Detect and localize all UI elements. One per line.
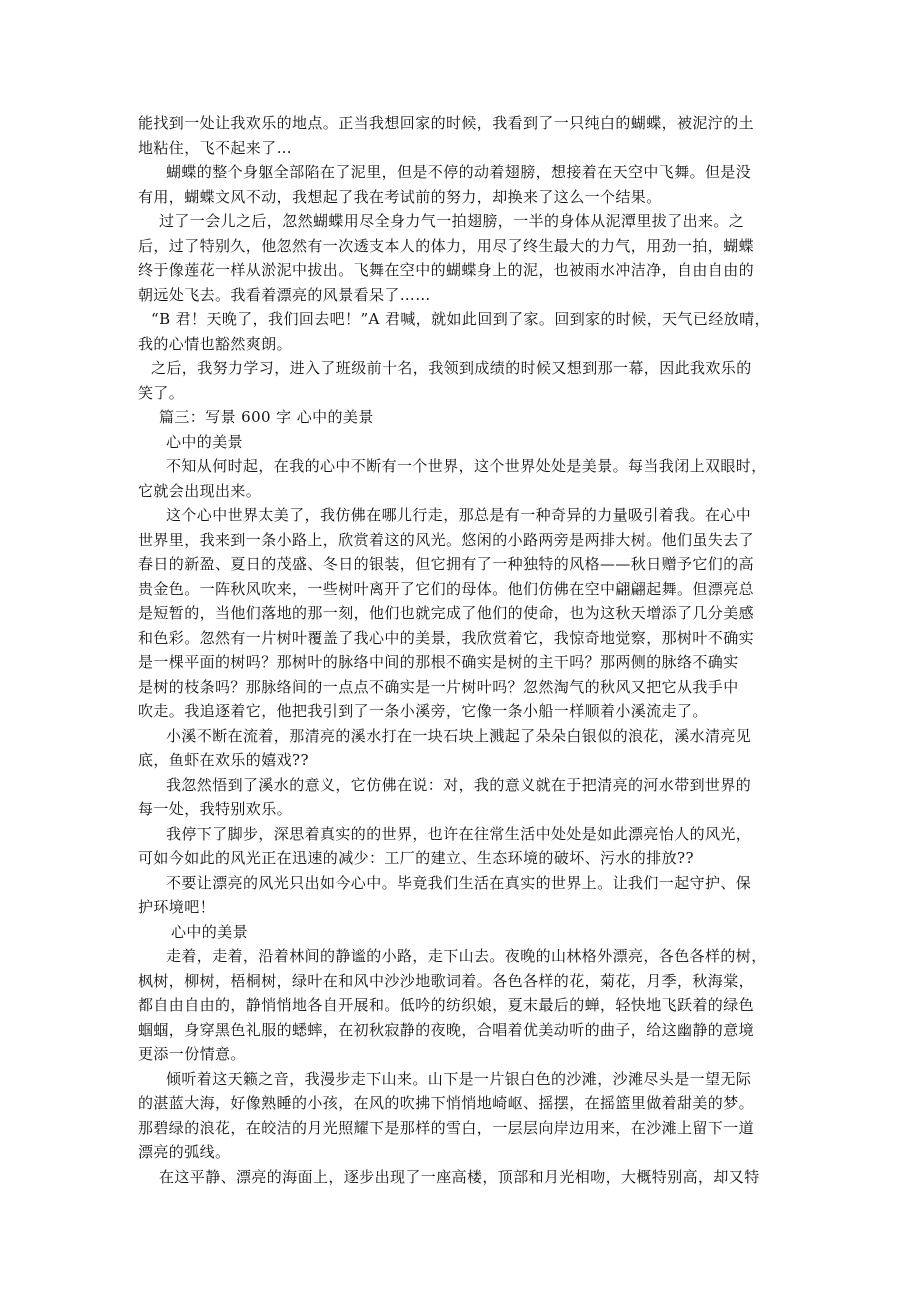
- text-line: 它就会出现出来。: [138, 481, 262, 500]
- text-line: 底，鱼虾在欢乐的嬉戏??: [138, 751, 309, 769]
- text-line: 可如今如此的风光正在迅速的减少：工厂的建立、生态环境的破坏、污水的排放??: [138, 849, 694, 867]
- text-line: 这个心中世界太美了，我仿佛在哪儿行走，那总是有一种奇异的力量吸引着我。在心中: [166, 506, 752, 524]
- text-line: 枫树，柳树，梧桐树，绿叶在和风中沙沙地歌词着。各色各样的花，菊花，月季，秋海棠，: [138, 971, 755, 990]
- text-line: 不要让漂亮的风光只出如今心中。毕竟我们生活在真实的世界上。让我们一起守护、保: [166, 873, 752, 892]
- text-line: 贵金色。一阵秋风吹来，一些树叶离开了它们的母体。他们仿佛在空中翩翩起舞。但漂亮总: [138, 579, 755, 598]
- text-line: 护环境吧！: [138, 898, 216, 916]
- text-line: 倾听着这天籁之音，我漫步走下山来。山下是一片银白色的沙滩，沙滩尽头是一望无际: [166, 1069, 752, 1088]
- text-line: 能找到一处让我欢乐的地点。正当我想回家的时候，我看到了一只纯白的蝴蝶，被泥泞的土: [138, 114, 755, 132]
- text-line: 是短暂的，当他们落地的那一刻，他们也就完成了他们的使命，也为这秋天增添了几分美感: [138, 604, 755, 622]
- document-body: [138, 111, 786, 1189]
- text-line: 之后，我努力学习，进入了班级前十名，我领到成绩的时候又想到那一幕，因此我欢乐的: [151, 359, 752, 377]
- text-line: 笑了。: [138, 383, 185, 402]
- text-line: 更添一份情意。: [138, 1045, 246, 1063]
- essay-title: 心中的美景: [166, 432, 244, 451]
- text-line: 蝴蝶的整个身躯全部陷在了泥里，但是不停的动着翅膀，想接着在天空中飞舞。但是没: [166, 163, 752, 181]
- text-line: 和色彩。忽然有一片树叶覆盖了我心中的美景，我欣赏着它，我惊奇地觉察，那树叶不确实: [138, 628, 755, 647]
- text-line: 不知从何时起，在我的心中不断有一个世界，这个世界处处是美景。每当我闭上双眼时，: [166, 457, 767, 475]
- text-line: 终于像莲花一样从淤泥中拔出。飞舞在空中的蝴蝶身上的泥，也被雨水冲洁净，自由自由的: [138, 261, 755, 279]
- text-line: 漂亮的弧线。: [138, 1143, 231, 1161]
- text-line: 的湛蓝大海，好像熟睡的小孩，在风的吹拂下悄悄地崎岖、摇摆，在摇篮里做着甜美的梦。: [138, 1094, 755, 1112]
- text-line: 朝远处飞去。我看着漂亮的风景看呆了……: [138, 285, 431, 304]
- text-line: 是一棵平面的树吗？那树叶的脉络中间的那根不确实是树的主干吗？那两侧的脉络不确实: [138, 653, 739, 671]
- text-line: “B 君！天晚了，我们回去吧！”A 君喊，就如此回到了家。回到家的时候，天气已经放晴，: [151, 310, 770, 328]
- text-line: 每一处，我特别欢乐。: [138, 800, 293, 818]
- text-line: 后，过了特别久，他忽然有一次透支本人的体力，用尽了终生最大的力气，用劲一拍，蝴蝶: [138, 236, 755, 255]
- text-line: 过了一会儿之后，忽然蝴蝶用尽全身力气一拍翅膀，一半的身体从泥潭里拔了出来。之: [159, 212, 745, 230]
- text-line: 是树的枝条吗？那脉络间的一点点不确实是一片树叶吗？忽然淘气的秋风又把它从我手中: [138, 677, 739, 696]
- text-line: 地粘住，飞不起来了…: [138, 138, 293, 157]
- section-heading: 篇三：写景 600 字 心中的美景: [159, 408, 374, 426]
- text-line: 小溪不断在流着，那清亮的溪水打在一块石块上溅起了朵朵白银似的浪花，溪水清亮见: [166, 726, 752, 745]
- text-line: 都自由自由的，静悄悄地各自开展和。低吟的纺织娘，夏末最后的蝉，轻快地飞跃着的绿色: [138, 996, 755, 1014]
- text-line: 走着，走着，沿着林间的静谧的小路，走下山去。夜晚的山林格外漂亮，各色各样的树，: [166, 947, 767, 965]
- text-line: 吹走。我追逐着它，他把我引到了一条小溪旁，它像一条小船一样顺着小溪流走了。: [138, 702, 708, 720]
- text-line: 那碧绿的浪花，在皎洁的月光照耀下是那样的雪白，一层层向岸边用来，在沙滩上留下一道: [138, 1118, 755, 1137]
- text-line: 春日的新盈、夏日的茂盛、冬日的银装，但它拥有了一种独特的风格——秋日赠予它们的高: [138, 555, 755, 573]
- text-line: 蝈蝈，身穿黑色礼服的蟋蟀，在初秋寂静的夜晚，合唱着优美动听的曲子，给这幽静的意境: [138, 1020, 755, 1039]
- text-line: 我停下了脚步，深思着真实的的世界，也许在往常生活中处处是如此漂亮怡人的风光，: [166, 824, 752, 843]
- text-line: 有用，蝴蝶文风不动，我想起了我在考试前的努力，却换来了这么一个结果。: [138, 187, 662, 206]
- text-line: 世界里，我来到一条小路上，欣赏着这的风光。悠闲的小路两旁是两排大树。他们虽失去了: [138, 530, 755, 549]
- essay-title: 心中的美景: [171, 922, 249, 941]
- text-line: 我的心情也豁然爽朗。: [138, 334, 293, 353]
- text-line: 在这平静、漂亮的海面上，逐步出现了一座高楼，顶部和月光相吻，大概特别高，却又特: [159, 1167, 760, 1186]
- text-line: 我忽然悟到了溪水的意义，它仿佛在说：对，我的意义就在于把清亮的河水带到世界的: [166, 775, 752, 794]
